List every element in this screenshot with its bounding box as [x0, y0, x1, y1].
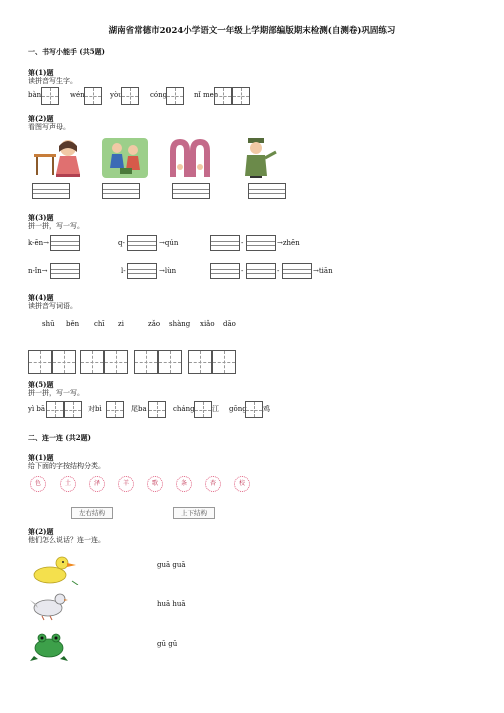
- char-flower[interactable]: 羊: [118, 476, 134, 492]
- section-2-heading: 二、连一连 (共2题): [28, 433, 91, 442]
- frog-icon: [30, 630, 68, 662]
- char-flower[interactable]: 校: [234, 476, 250, 492]
- q1-label: 第(1)题: [28, 68, 54, 77]
- q3-r2-c: →tiān: [313, 267, 333, 275]
- writing-box[interactable]: [41, 87, 59, 105]
- pinyin-lines[interactable]: [248, 183, 286, 199]
- q3-r1-a: k-ēn→: [28, 239, 49, 247]
- q5-e2: 鸡: [263, 405, 270, 413]
- char-flower[interactable]: 条: [176, 476, 192, 492]
- q1-instruction: 读拼音写生字。: [28, 77, 77, 85]
- s2-q1-instruction: 给下面的字按结构分类。: [28, 462, 105, 470]
- pinyin-lines[interactable]: [246, 235, 276, 251]
- q4-word: dāo: [223, 320, 236, 328]
- q5-label: 第(5)题: [28, 380, 54, 389]
- letter-m-arch-icon: [166, 137, 214, 179]
- char-flower[interactable]: 色: [30, 476, 46, 492]
- sound-gu[interactable]: gū gū: [157, 640, 178, 648]
- pinyin-lines[interactable]: [102, 183, 140, 199]
- s2-q1-label: 第(1)题: [28, 453, 54, 462]
- writing-box[interactable]: [106, 401, 124, 418]
- writing-box[interactable]: [28, 350, 52, 374]
- writing-box[interactable]: [245, 401, 263, 418]
- sound-gua[interactable]: guā guā: [157, 561, 186, 569]
- page-title: 湖南省常德市2024小学语文一年级上学期部编版期末检测(自测卷)巩固练习: [108, 26, 396, 36]
- pinyin-ban: bàn: [28, 91, 42, 99]
- q3-r1-c: →zhēn: [277, 239, 300, 247]
- pinyin-nimen: nǐ men: [194, 91, 219, 99]
- duck-icon: [30, 553, 82, 585]
- sound-hua[interactable]: huā huā: [157, 600, 186, 608]
- q4-word: shàng: [169, 320, 191, 328]
- writing-box[interactable]: [134, 350, 158, 374]
- writing-box[interactable]: [212, 350, 236, 374]
- pinyin-cong: cóng: [150, 91, 168, 99]
- writing-box[interactable]: [158, 350, 182, 374]
- pinyin-lines[interactable]: [127, 263, 157, 279]
- char-flower[interactable]: 泽: [89, 476, 105, 492]
- writing-box[interactable]: [148, 401, 166, 418]
- category-top-bottom[interactable]: 上下结构: [173, 507, 215, 519]
- q2-instruction: 看图写声母。: [28, 123, 70, 131]
- writing-box[interactable]: [188, 350, 212, 374]
- girl-at-desk-icon: [32, 136, 90, 178]
- writing-box[interactable]: [104, 350, 128, 374]
- pinyin-lines[interactable]: [210, 235, 240, 251]
- char-flower[interactable]: 歌: [147, 476, 163, 492]
- pinyin-lines[interactable]: [127, 235, 157, 251]
- pigeon-icon: [30, 590, 70, 622]
- pinyin-you: yòu: [110, 91, 123, 99]
- writing-box[interactable]: [194, 401, 212, 418]
- pinyin-lines[interactable]: [210, 263, 240, 279]
- writing-box[interactable]: [121, 87, 139, 105]
- writing-box[interactable]: [232, 87, 250, 105]
- pinyin-lines[interactable]: [50, 263, 80, 279]
- q3-r2-b2: →lùn: [159, 267, 177, 275]
- q5-d: cháng: [173, 405, 195, 413]
- q3-r1-b: q-: [118, 239, 125, 247]
- writing-box[interactable]: [166, 87, 184, 105]
- q4-label: 第(4)题: [28, 293, 54, 302]
- q4-word: chī: [94, 320, 105, 328]
- pinyin-lines[interactable]: [32, 183, 70, 199]
- q3-label: 第(3)题: [28, 213, 54, 222]
- writing-box[interactable]: [84, 87, 102, 105]
- old-man-icon: [236, 136, 278, 178]
- q3-instruction: 拼一拼，写一写。: [28, 222, 84, 230]
- q3-r2-b: l-: [121, 267, 126, 275]
- s2-q2-label: 第(2)题: [28, 527, 54, 536]
- q4-word: běn: [66, 320, 80, 328]
- q4-instruction: 读拼音写词语。: [28, 302, 77, 310]
- q2-label: 第(2)题: [28, 114, 54, 123]
- writing-box[interactable]: [80, 350, 104, 374]
- q5-instruction: 拼一拼，写一写。: [28, 389, 84, 397]
- s2-q2-instruction: 他们怎么说话？连一连。: [28, 536, 105, 544]
- q4-word: zǎo: [148, 320, 161, 328]
- writing-box[interactable]: [214, 87, 232, 105]
- q4-word: shū: [42, 320, 55, 328]
- category-left-right[interactable]: 左右结构: [71, 507, 113, 519]
- writing-box[interactable]: [52, 350, 76, 374]
- q5-d2: 江: [212, 405, 219, 413]
- pinyin-lines[interactable]: [172, 183, 210, 199]
- pinyin-lines[interactable]: [246, 263, 276, 279]
- pinyin-lines[interactable]: [50, 235, 80, 251]
- q5-e: gōng: [229, 405, 247, 413]
- q4-word: zi: [118, 320, 124, 328]
- pinyin-wen: wén: [70, 91, 85, 99]
- section-1-heading: 一、书写小能手 (共5题): [28, 47, 105, 56]
- q4-word: xiǎo: [200, 320, 215, 328]
- pinyin-lines[interactable]: [282, 263, 312, 279]
- char-flower[interactable]: 土: [60, 476, 76, 492]
- q5-c: 尾ba: [131, 405, 147, 413]
- q5-b: 对bì: [88, 405, 102, 413]
- q5-a: yì bā: [28, 405, 46, 413]
- q3-r2-a: n-ǐn→: [28, 267, 48, 275]
- children-icon: [102, 138, 148, 178]
- writing-box[interactable]: [46, 401, 64, 418]
- char-flower[interactable]: 杏: [205, 476, 221, 492]
- writing-box[interactable]: [64, 401, 82, 418]
- q3-r1-b2: →qún: [159, 239, 179, 247]
